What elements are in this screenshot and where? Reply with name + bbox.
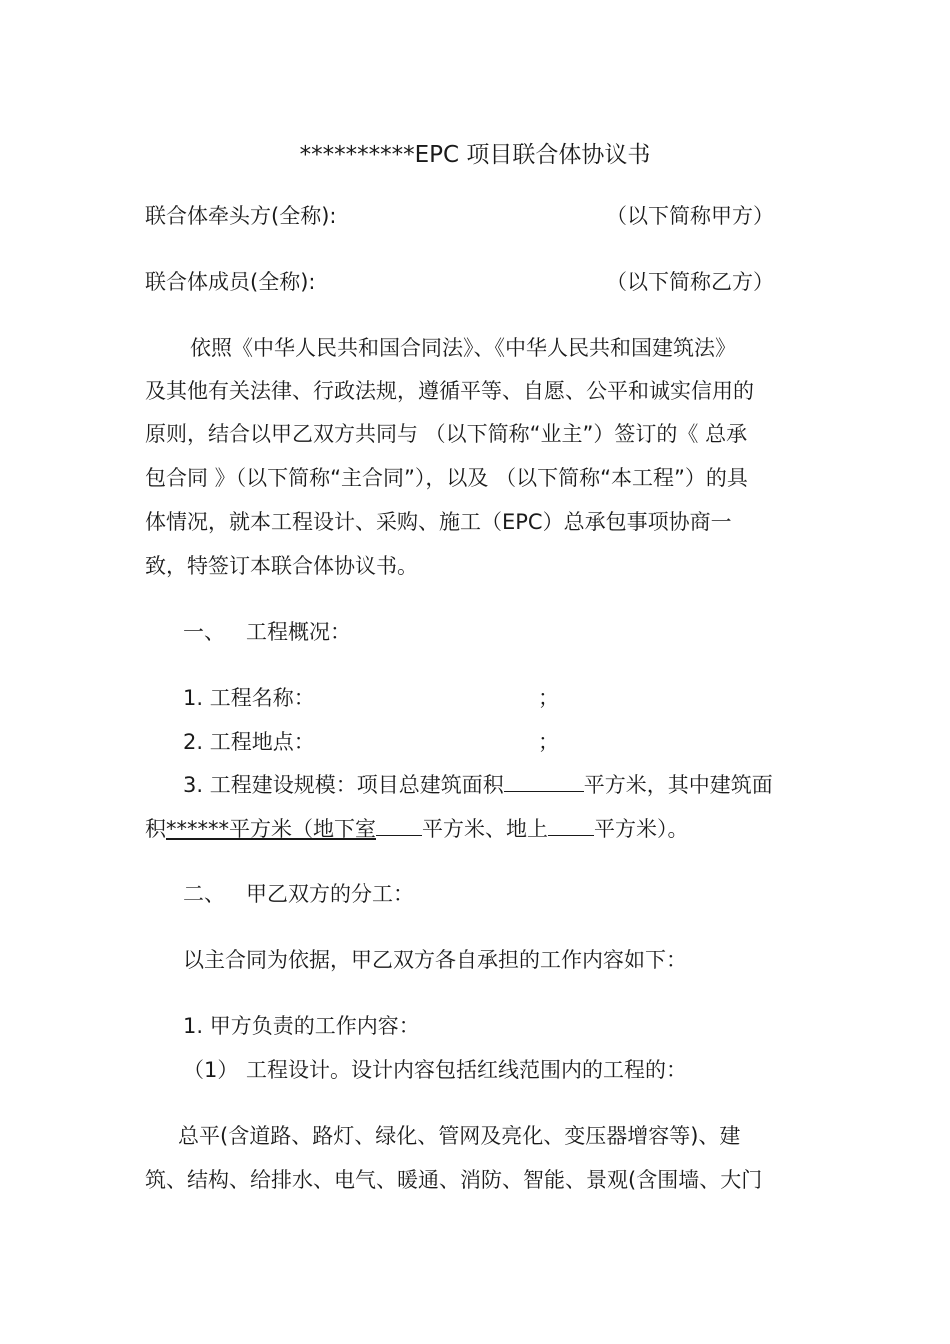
total-area-blank	[504, 771, 584, 792]
party-b-note: （以下简称乙方）	[606, 270, 774, 294]
section2-heading-num: 二、	[183, 882, 225, 906]
item1-end: ；	[538, 686, 559, 710]
party-b-line	[145, 268, 315, 296]
section2-sub1: 工程设计。设计内容包括红线范围内的工程的：	[246, 1058, 687, 1082]
item3-text-3: 积	[145, 817, 166, 841]
party-a-line	[145, 202, 336, 230]
item3-text-5: 平方米、地上	[422, 817, 548, 841]
item3-line-2	[145, 815, 689, 843]
section2-body-line-2: 筑、结构、给排水、电气、暖通、消防、智能、景观(含围墙、大门	[145, 1168, 763, 1192]
item3-text-2: 平方米，其中建筑面	[583, 773, 773, 797]
item2-end: ；	[538, 730, 559, 754]
item3-text-4: ******平方米（地下室	[166, 817, 376, 841]
preamble-line-6: 致，特签订本联合体协议书。	[145, 554, 418, 578]
party-a-label: 联合体牵头方(全称):	[145, 204, 337, 228]
item3-text-6: 平方米）。	[594, 817, 689, 841]
party-a-note: （以下简称甲方）	[606, 204, 774, 228]
preamble-line-5: 体情况，就本工程设计、采购、施工（EPC）总承包事项协商一	[145, 510, 732, 534]
preamble-line-2: 及其他有关法律、行政法规，遵循平等、自愿、公平和诚实信用的	[145, 379, 754, 403]
item1-label: 1. 工程名称：	[183, 686, 315, 710]
item3-text-1: 3. 工程建设规模：项目总建筑面积	[183, 773, 504, 797]
party-b-label: 联合体成员(全称):	[145, 270, 316, 294]
section2-intro: 以主合同为依据，甲乙双方各自承担的工作内容如下：	[183, 948, 687, 972]
item3-line-1	[183, 771, 773, 799]
item2-label: 2. 工程地点：	[183, 730, 315, 754]
section1-heading-num: 一、	[183, 620, 225, 644]
underground-area-blank	[376, 815, 422, 836]
preamble-line-1: 依照《中华人民共和国合同法》、《中华人民共和国建筑法》	[190, 336, 736, 360]
section2-item1: 1. 甲方负责的工作内容：	[183, 1014, 420, 1038]
section2-heading: 甲乙双方的分工：	[246, 882, 414, 906]
section2-sub1-num: （1）	[183, 1058, 239, 1082]
document-title: **********EPC 项目联合体协议书	[299, 142, 651, 168]
aboveground-area-blank	[548, 815, 594, 836]
preamble-line-3: 原则，结合以甲乙双方共同与 （以下简称“业主”）签订的《 总承	[145, 422, 748, 446]
section1-heading: 工程概况：	[246, 620, 351, 644]
preamble-line-4: 包合同 》（以下简称“主合同”），以及 （以下简称“本工程”）的具	[145, 466, 748, 490]
section2-body-line-1: 总平(含道路、路灯、绿化、管网及亮化、变压器增容等)、建	[178, 1124, 741, 1148]
